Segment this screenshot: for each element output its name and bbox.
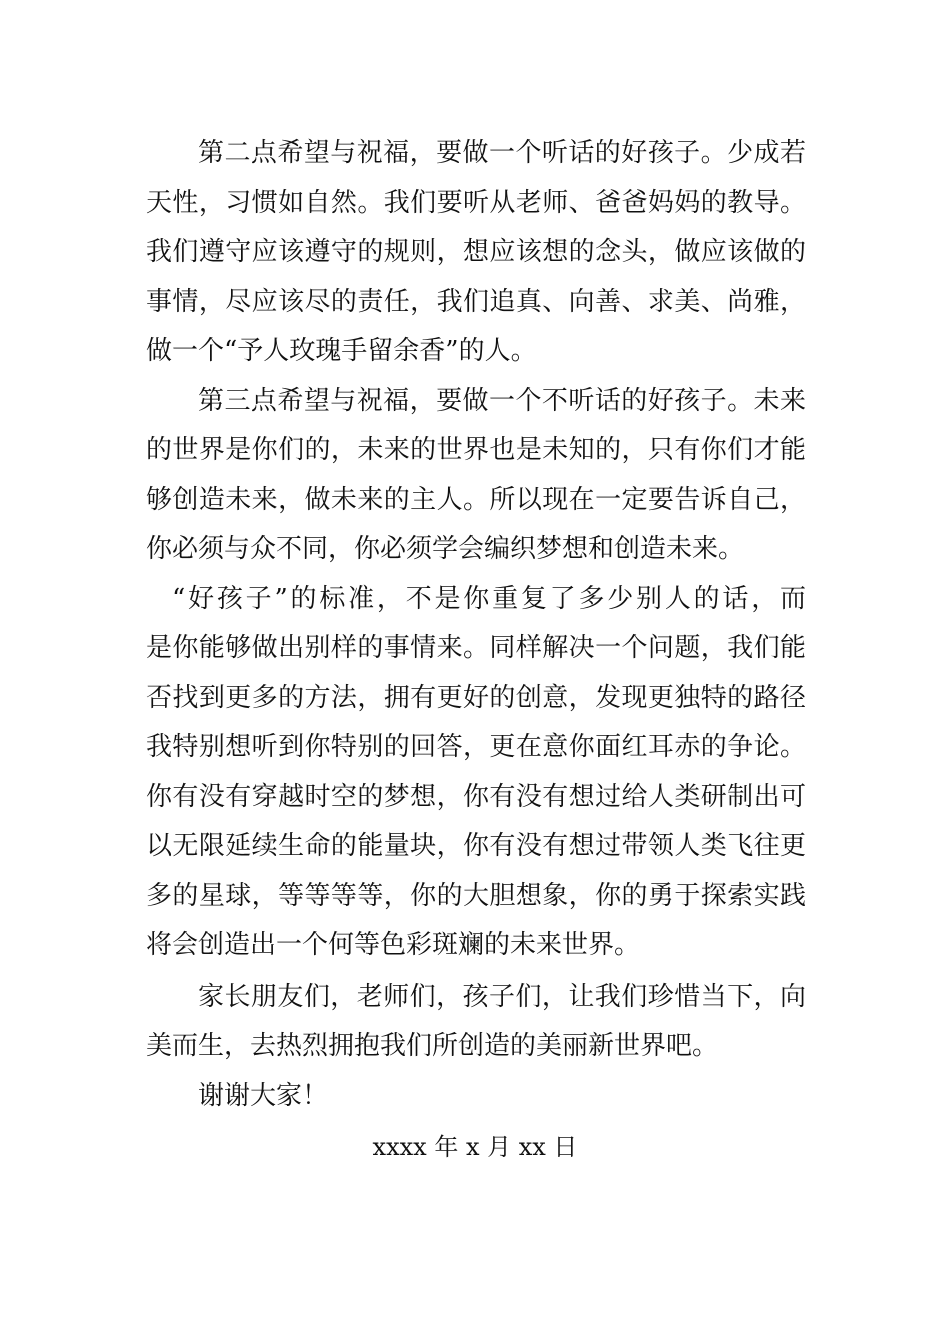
paragraph-5-line-1: 家长朋友们，老师们，孩子们，让我们珍惜当下，向 bbox=[198, 982, 806, 1012]
paragraph-4-line-7: 多的星球，等等等等，你的大胆想象，你的勇于探索实践 bbox=[146, 881, 806, 911]
paragraph-5-line-2: 美而生，去热烈拥抱我们所创造的美丽新世界吧。 bbox=[146, 1031, 719, 1061]
paragraph-3-line-2: 的世界是你们的，未来的世界也是未知的，只有你们才能 bbox=[146, 435, 806, 465]
paragraph-4-line-2: 是你能够做出别样的事情来。同样解决一个问题，我们能 bbox=[146, 633, 806, 663]
paragraph-4-line-5: 你有没有穿越时空的梦想，你有没有想过给人类研制出可 bbox=[146, 782, 806, 812]
paragraph-2-line-2: 天性，习惯如自然。我们要听从老师、爸爸妈妈的教导。 bbox=[146, 188, 806, 218]
document-date: xxxx 年 x 月 xx 日 bbox=[372, 1133, 578, 1161]
paragraph-3-line-1: 第三点希望与祝福，要做一个不听话的好孩子。未来 bbox=[198, 386, 806, 416]
paragraph-3-line-3: 够创造未来，做未来的主人。所以现在一定要告诉自己， bbox=[146, 485, 806, 515]
paragraph-4-line-1: “好孩子”的标准，不是你重复了多少别人的话，而 bbox=[172, 584, 806, 614]
paragraph-2-line-3: 我们遵守应该遵守的规则，想应该想的念头，做应该做的 bbox=[146, 237, 806, 267]
closing-thanks: 谢谢大家！ bbox=[198, 1081, 329, 1111]
paragraph-3-line-4: 你必须与众不同，你必须学会编织梦想和创造未来。 bbox=[146, 534, 745, 564]
paragraph-4-line-8: 将会创造出一个何等色彩斑斓的未来世界。 bbox=[146, 930, 641, 960]
paragraph-2-line-4: 事情，尽应该尽的责任，我们追真、向善、求美、尚雅， bbox=[146, 287, 806, 317]
paragraph-4-line-4: 我特别想听到你特别的回答，更在意你面红耳赤的争论。 bbox=[146, 732, 806, 762]
paragraph-2-line-1: 第二点希望与祝福，要做一个听话的好孩子。少成若 bbox=[198, 138, 806, 168]
paragraph-4-line-3: 否找到更多的方法，拥有更好的创意，发现更独特的路径 bbox=[146, 683, 806, 713]
paragraph-4-line-6: 以无限延续生命的能量块，你有没有想过带领人类飞往更 bbox=[146, 831, 806, 861]
paragraph-2-line-5: 做一个“予人玫瑰手留余香”的人。 bbox=[146, 336, 537, 366]
